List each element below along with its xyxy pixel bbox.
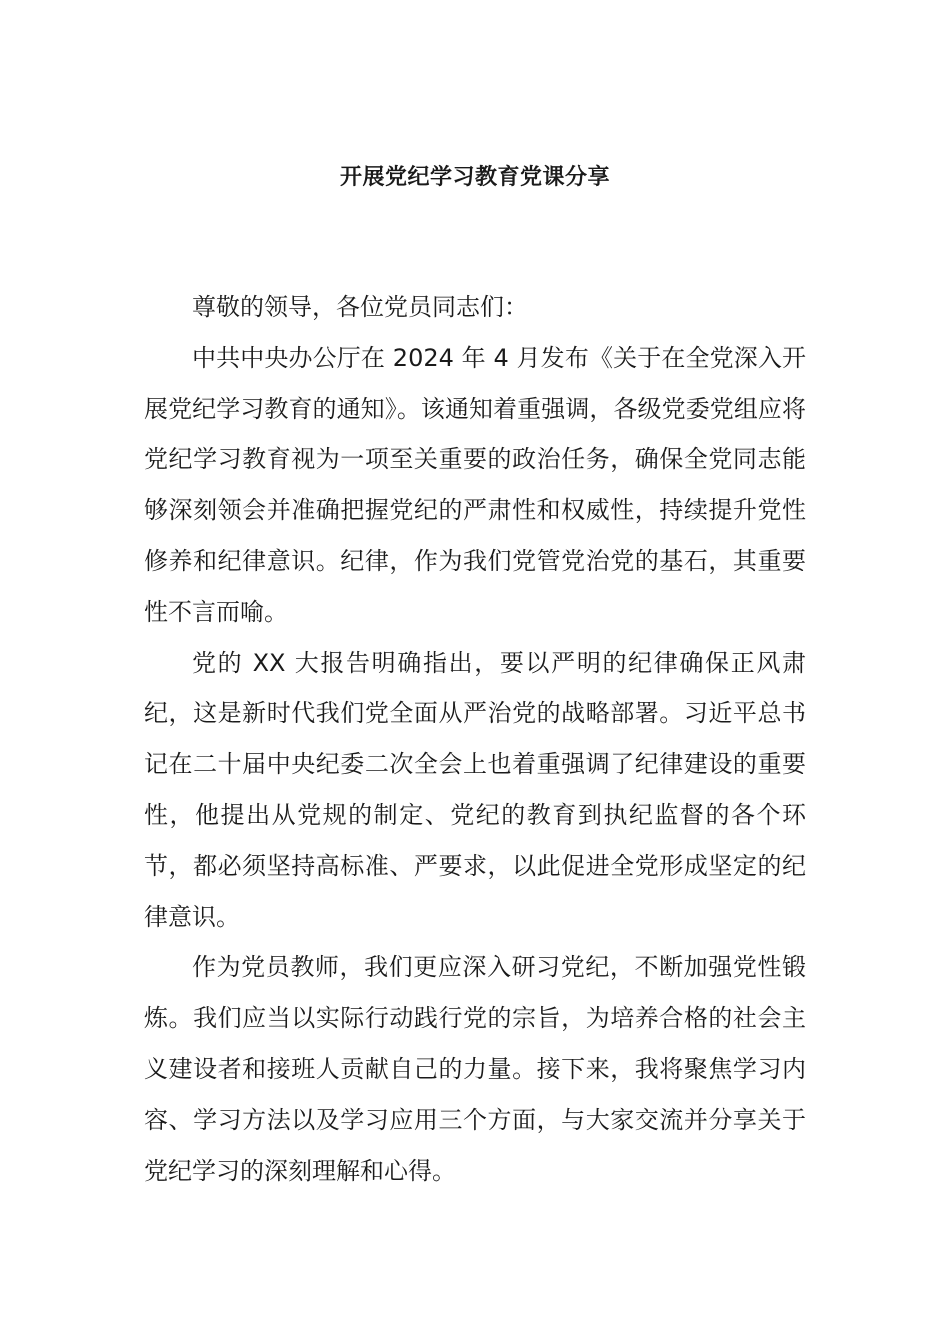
document-body	[144, 282, 806, 1196]
paragraph-1: 中共中央办公厅在 2024 年 4 月发布《关于在全党深入开展党纪学习教育的通知》。该通知着重强调，各级党委党组应将党纪学习教育视为一项至关重要的政治任务，确保全党同志能够深刻领会并准确把握党纪的严肃性和权威性，持续提升党性修养和纪律意识。纪律，作为我们党管党治党的基石，其重要性不言而喻。	[144, 343, 806, 626]
salutation: 尊敬的领导，各位党员同志们：	[192, 293, 528, 321]
paragraph-3: 作为党员教师，我们更应深入研习党纪，不断加强党性锻炼。我们应当以实际行动践行党的宗旨，为培养合格的社会主义建设者和接班人贡献自己的力量。接下来，我将聚焦学习内容、学习方法以及学习应用三个方面，与大家交流并分享关于党纪学习的深刻理解和心得。	[144, 953, 806, 1185]
paragraph-2: 党的 XX 大报告明确指出，要以严明的纪律确保正风肃纪，这是新时代我们党全面从严治党的战略部署。习近平总书记在二十届中央纪委二次全会上也着重强调了纪律建设的重要性，他提出从党规的制定、党纪的教育到执纪监督的各个环节，都必须坚持高标准、严要求，以此促进全党形成坚定的纪律意识。	[144, 648, 806, 931]
document-title: 开展党纪学习教育党课分享	[339, 165, 610, 190]
